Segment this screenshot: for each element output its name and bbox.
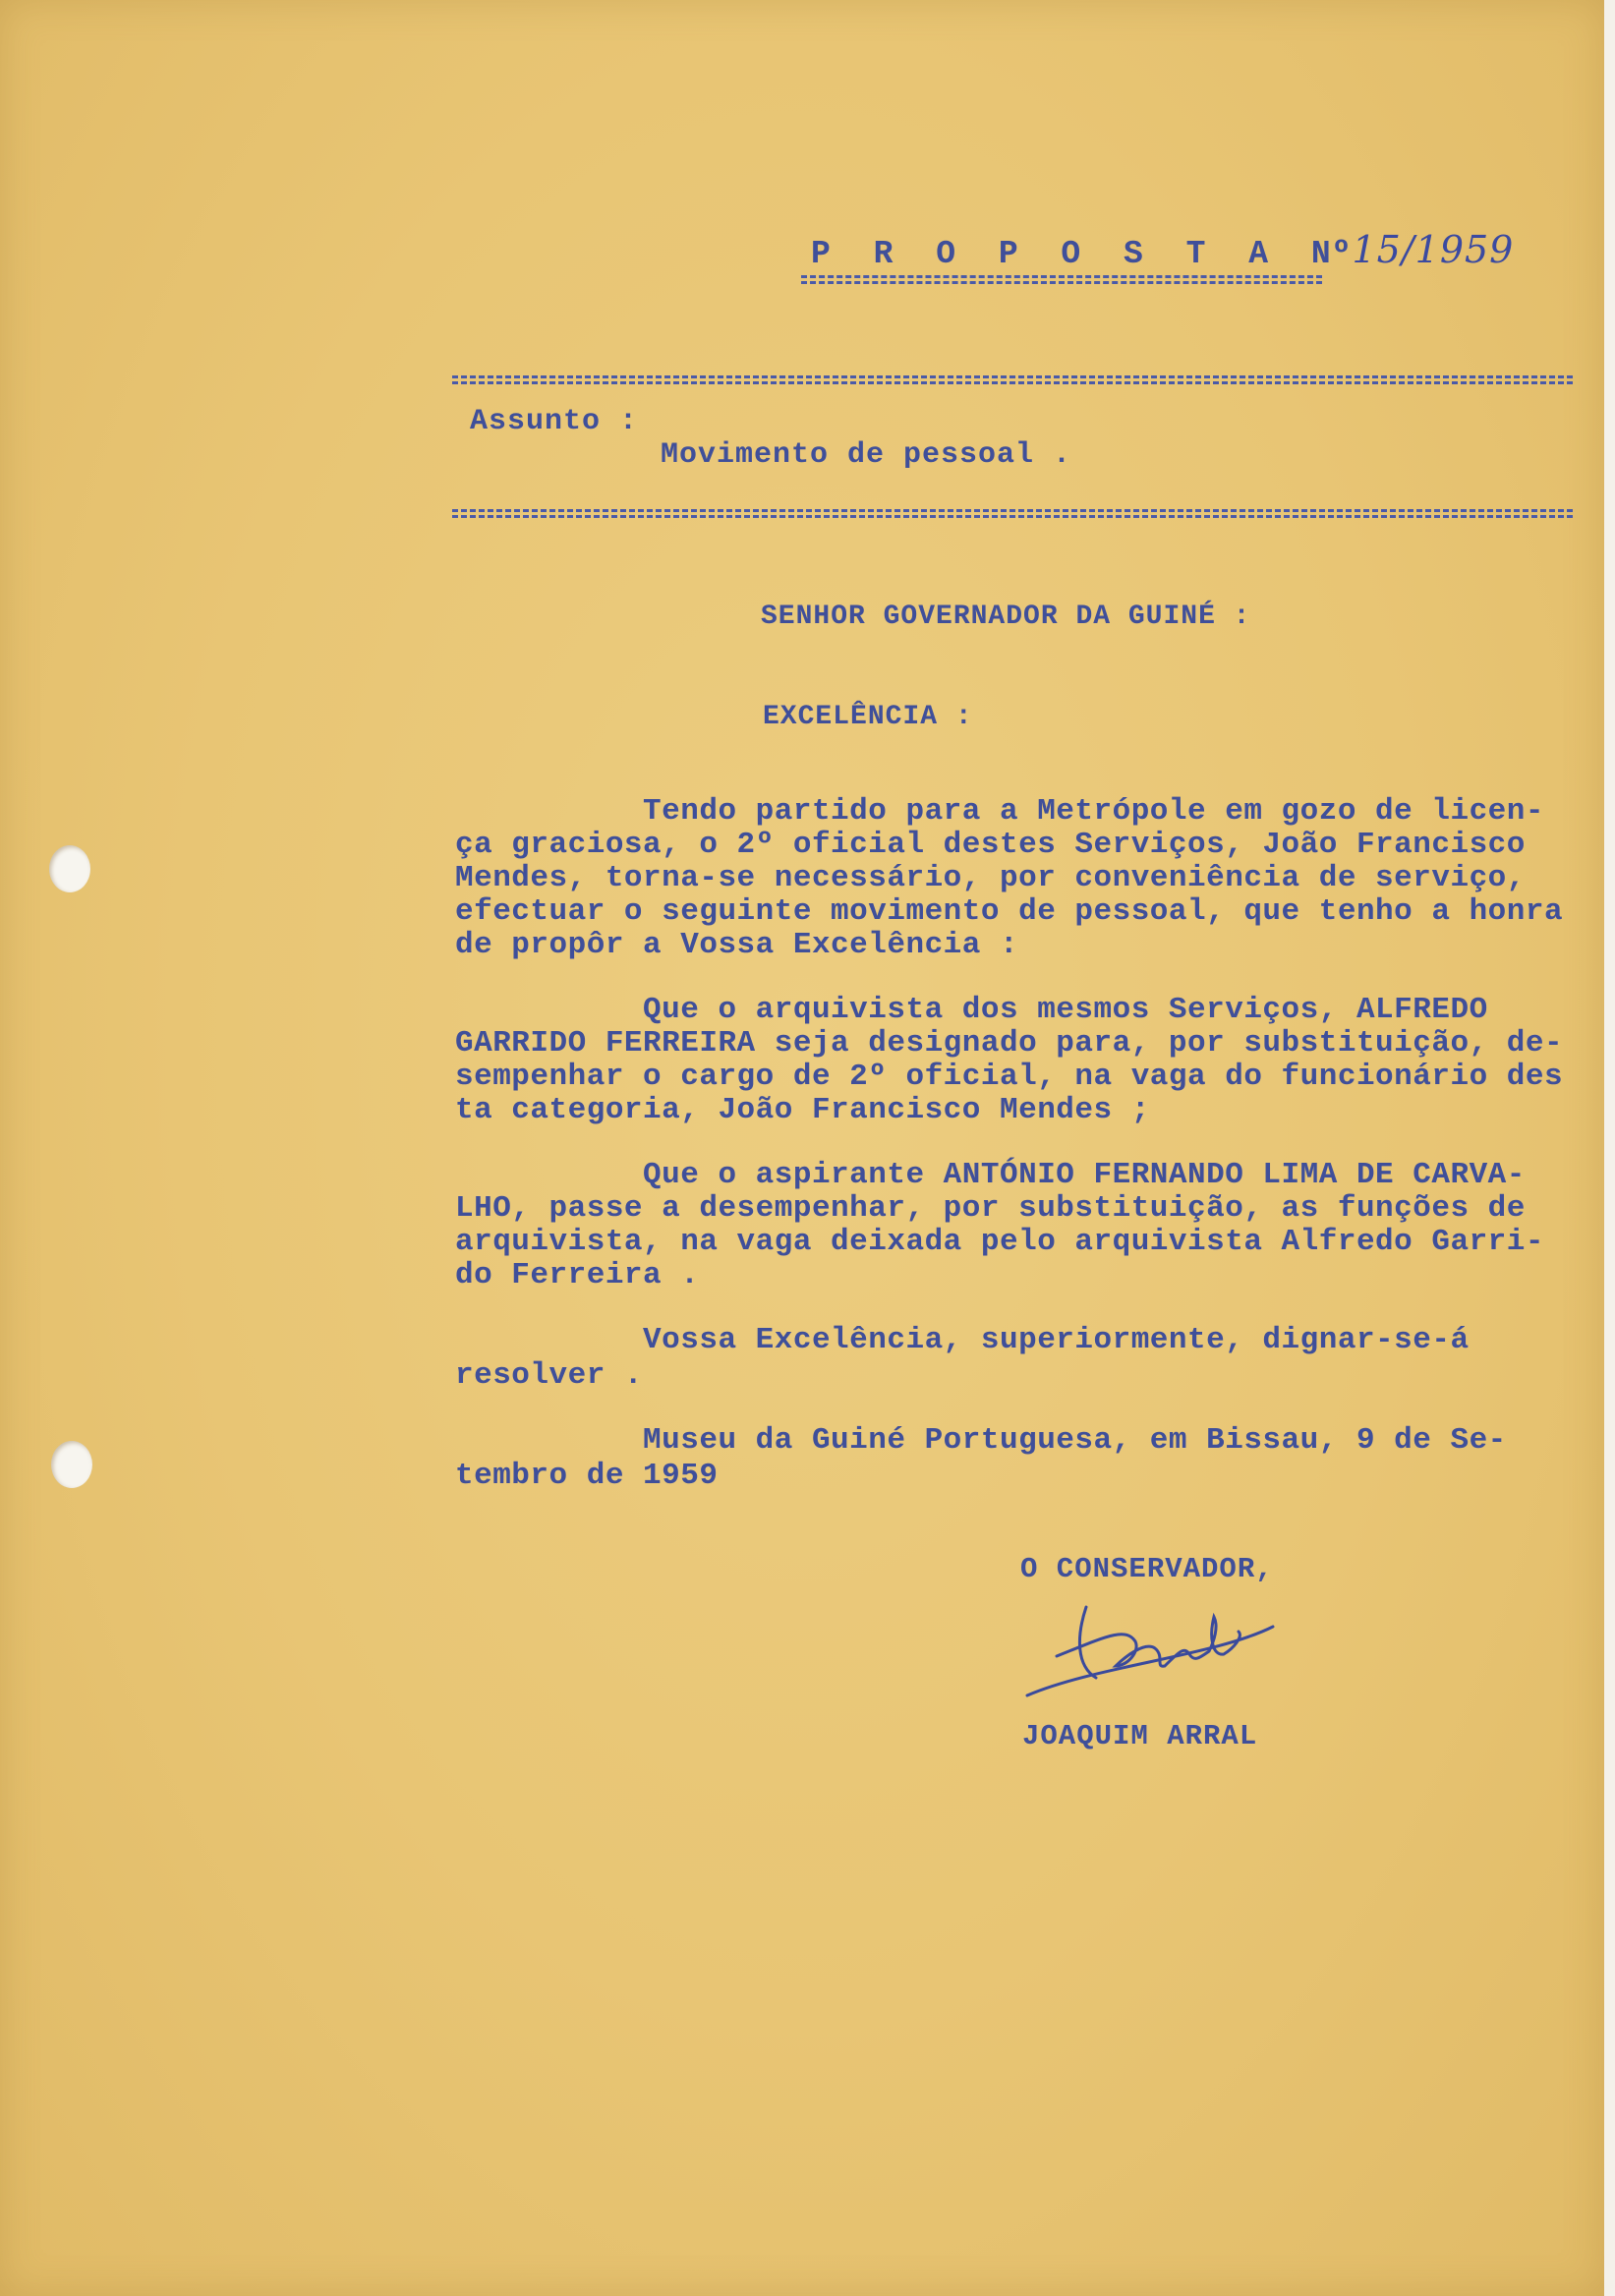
subject-top-rule: [452, 375, 1573, 378]
signatory-title: O CONSERVADOR,: [1020, 1553, 1274, 1585]
paragraph-line: LHO, passe a desempenhar, por substituição, as funções de: [455, 1191, 1526, 1226]
paragraph-line: Museu da Guiné Portuguesa, em Bissau, 9 de Se-: [455, 1423, 1507, 1458]
salutation: SENHOR GOVERNADOR DA GUINÉ :: [761, 602, 1251, 632]
paragraph-line: Tendo partido para a Metrópole em gozo de licen-: [455, 794, 1544, 829]
paragraph-line: de propôr a Vossa Excelência :: [455, 928, 1019, 962]
document-title: [811, 228, 1514, 272]
title-number-handwritten: 15: [1352, 228, 1402, 271]
subject-value: Movimento de pessoal .: [661, 438, 1072, 472]
excellency-greeting: EXCELÊNCIA :: [763, 702, 973, 732]
scan-edge: [1604, 0, 1615, 2296]
title-year: /1959: [1401, 228, 1515, 271]
paragraph-line: tembro de 1959: [455, 1459, 719, 1493]
paragraph-line: Vossa Excelência, superiormente, dignar-se-á: [455, 1323, 1470, 1357]
handwritten-signature: [1017, 1597, 1283, 1715]
subject-bottom-rule: [452, 509, 1573, 512]
paragraph-line: do Ferreira .: [455, 1258, 700, 1292]
paragraph-line: efectuar o seguinte movimento de pessoal, que tenho a honra: [455, 894, 1564, 929]
paragraph-line: arquivista, na vaga deixada pelo arquivista Alfredo Garri-: [455, 1225, 1544, 1259]
paragraph-line: ça graciosa, o 2º oficial destes Serviços, João Francisco: [455, 828, 1526, 862]
paragraph-line: ta categoria, João Francisco Mendes ;: [455, 1093, 1150, 1127]
paragraph-line: sempenhar o cargo de 2º oficial, na vaga do funcionário des: [455, 1060, 1564, 1094]
paragraph-line: Que o arquivista dos mesmos Serviços, ALFREDO: [455, 993, 1488, 1027]
punch-hole-top: [49, 845, 90, 892]
punch-hole-bottom: [51, 1441, 92, 1488]
paragraph-line: resolver .: [455, 1358, 644, 1393]
paragraph-line: Que o aspirante ANTÓNIO FERNANDO LIMA DE CARVA-: [455, 1158, 1526, 1192]
title-number-label: Nº: [1310, 236, 1353, 272]
subject-label: Assunto :: [470, 405, 639, 438]
paragraph-line: GARRIDO FERREIRA seja designado para, por substituição, de-: [455, 1026, 1564, 1061]
signatory-name: JOAQUIM ARRAL: [1022, 1720, 1258, 1752]
paragraph-line: Mendes, torna-se necessário, por conveniência de serviço,: [455, 861, 1526, 895]
title-underline: [801, 275, 1322, 278]
title-prefix: P R O P O S T A: [811, 236, 1281, 272]
